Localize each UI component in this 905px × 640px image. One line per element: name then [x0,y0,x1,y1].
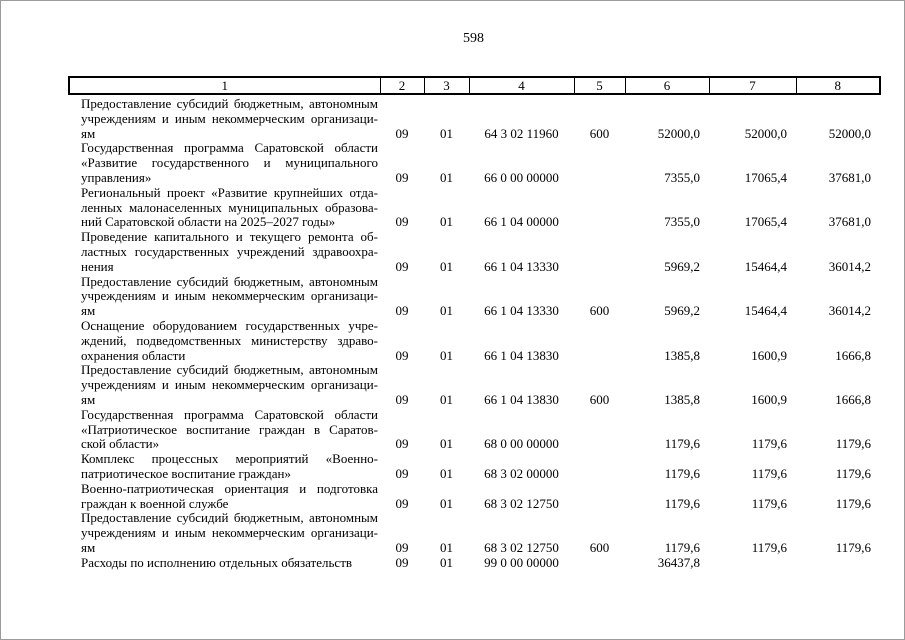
activity-name-line: управления» [81,170,152,185]
target-article-cell: 66 1 04 13330 [484,258,559,274]
amount-year3-cell: 36014,2 [828,258,871,274]
podrazdel-cell: 01 [440,303,453,319]
amount-year2-cell: 17065,4 [744,169,787,185]
razdel-cell: 09 [395,347,409,363]
target-article-cell: 68 3 02 12750 [484,539,559,555]
amount-year2-cell: 1600,9 [751,391,787,407]
target-article-cell: 68 3 02 12750 [484,495,559,511]
amount-year1-cell: 1385,8 [664,347,700,363]
amount-year1-cell: 5969,2 [664,303,700,319]
table-row [69,452,880,482]
activity-name-line: «Патриотическое воспитание граждан в Саратов- [81,422,378,437]
activity-name-line: охранения области [81,348,186,363]
razdel-cell: 09 [395,436,409,452]
column-header-1: 1 [69,77,380,94]
podrazdel-cell: 01 [440,258,453,274]
amount-year2-cell: 17065,4 [744,214,787,230]
expense-type-cell [574,408,625,452]
activity-name-line: ждений, подведомственных министерству здраво- [81,333,378,348]
expense-type-cell: 600 [589,539,610,555]
table-row [69,511,880,555]
table-row [69,141,880,185]
target-article-cell: 66 1 04 13830 [484,391,559,407]
activity-name-line: ний Саратовской области на 2025–2027 годы» [81,215,336,230]
amount-year2-cell: 15464,4 [744,258,787,274]
activity-name-cell [69,363,380,407]
activity-name-cell [69,141,380,185]
activity-name-cell [69,408,380,452]
expense-type-cell [574,452,625,482]
amount-year3-cell: 37681,0 [828,169,871,185]
razdel-cell: 09 [395,554,409,570]
activity-name-line: учреждениям и иным некоммерческим организаци- [81,378,378,393]
razdel-cell: 09 [395,169,409,185]
target-article-cell: 66 1 04 13330 [484,303,559,319]
activity-name-line: Предоставление субсидий бюджетным, автономным [81,97,378,111]
activity-name-cell [69,511,380,555]
amount-year2-cell: 1179,6 [751,495,787,511]
activity-name-line: нения [81,259,114,274]
amount-year3-cell: 1179,6 [835,539,871,555]
amount-year2-cell: 15464,4 [744,303,787,319]
amount-year2-cell: 52000,0 [744,125,787,141]
column-header-5: 5 [574,77,625,94]
activity-name-cell [69,94,380,141]
amount-year2-cell: 1179,6 [751,436,787,452]
razdel-cell: 09 [395,258,409,274]
activity-name-cell [69,482,380,512]
activity-name-cell [69,452,380,482]
table-row [69,186,880,230]
amount-year3-cell: 37681,0 [828,214,871,230]
activity-name-cell [69,556,380,571]
amount-year3-cell: 36014,2 [828,303,871,319]
table-row [69,482,880,512]
column-header-4: 4 [469,77,574,94]
razdel-cell: 09 [395,214,409,230]
amount-year1-cell: 7355,0 [664,169,700,185]
activity-name-line: учреждениям и иным некоммерческим организаци- [81,526,378,541]
amount-year1-cell: 1179,6 [664,465,700,481]
podrazdel-cell: 01 [440,495,453,511]
activity-name-line: ленных малонаселенных муниципальных образова- [81,200,378,215]
amount-year1-cell: 1179,6 [664,539,700,555]
activity-name-line: патриотическое воспитание граждан» [81,466,291,481]
expense-type-cell [574,482,625,512]
amount-year3-cell: 52000,0 [828,125,871,141]
amount-year1-cell: 1385,8 [664,391,700,407]
expense-type-cell [574,186,625,230]
activity-name-line: ской области» [81,437,160,452]
amount-year3-cell: 1179,6 [835,495,871,511]
expense-type-cell: 600 [589,125,610,141]
column-header-2: 2 [380,77,424,94]
table-row [69,275,880,319]
target-article-cell: 99 0 00 00000 [484,554,559,570]
column-header-7: 7 [709,77,796,94]
podrazdel-cell: 01 [440,539,453,555]
amount-year3-cell: 1666,8 [835,391,871,407]
activity-name-cell [69,275,380,319]
activity-name-line: ям [81,126,96,141]
podrazdel-cell: 01 [440,465,453,481]
activity-name-cell [69,230,380,274]
podrazdel-cell: 01 [440,169,453,185]
table-row [69,408,880,452]
podrazdel-cell: 01 [440,214,453,230]
table-header-row [69,77,880,94]
podrazdel-cell: 01 [440,125,453,141]
target-article-cell: 64 3 02 11960 [484,125,559,141]
amount-year3-cell: 1666,8 [835,347,871,363]
activity-name-line: ям [81,304,96,319]
razdel-cell: 09 [395,495,409,511]
table-row [69,363,880,407]
table-row [69,556,880,571]
table-row [69,94,880,141]
target-article-cell: 66 1 04 13830 [484,347,559,363]
column-header-3: 3 [424,77,469,94]
activity-name-line: Предоставление субсидий бюджетным, автономным [81,363,378,378]
activity-name-line: Расходы по исполнению отдельных обязательств [81,555,353,570]
activity-name-line: Предоставление субсидий бюджетным, автономным [81,511,378,526]
target-article-cell: 66 0 00 00000 [484,169,559,185]
expense-type-cell [574,230,625,274]
podrazdel-cell: 01 [440,436,453,452]
razdel-cell: 09 [395,125,409,141]
amount-year2-cell: 1179,6 [751,465,787,481]
activity-name-line: Государственная программа Саратовской области [81,141,378,156]
razdel-cell: 09 [395,391,409,407]
amount-year2-cell [709,556,796,571]
page-number: 598 [463,31,484,46]
activity-name-line: Военно-патриотическая ориентация и подготовка [81,481,378,496]
table-row [69,319,880,363]
amount-year1-cell: 1179,6 [664,436,700,452]
amount-year1-cell: 36437,8 [657,554,700,570]
activity-name-line: ям [81,540,96,555]
amount-year3-cell [796,556,880,571]
activity-name-line: ям [81,392,96,407]
amount-year2-cell: 1600,9 [751,347,787,363]
amount-year1-cell: 7355,0 [664,214,700,230]
razdel-cell: 09 [395,539,409,555]
razdel-cell: 09 [395,303,409,319]
expense-type-cell [574,319,625,363]
target-article-cell: 68 3 02 00000 [484,465,559,481]
activity-name-line: «Развитие государственного и муниципального [81,156,378,171]
expense-type-cell: 600 [589,391,610,407]
activity-name-line: Государственная программа Саратовской области [81,407,378,422]
budget-table [68,76,881,571]
table-body [69,94,880,571]
activity-name-line: Предоставление субсидий бюджетным, автономным [81,274,378,289]
target-article-cell: 68 0 00 00000 [484,436,559,452]
table-header [69,77,880,94]
activity-name-line: учреждениям и иным некоммерческим организаци- [81,289,378,304]
activity-name-line: ластных государственных учреждений здравоохра- [81,244,378,259]
activity-name-cell [69,186,380,230]
target-article-cell: 66 1 04 00000 [484,214,559,230]
table-row [69,230,880,274]
activity-name-cell [69,319,380,363]
column-header-8: 8 [796,77,880,94]
activity-name-line: учреждениям и иным некоммерческим организаци- [81,111,378,126]
amount-year3-cell: 1179,6 [835,436,871,452]
activity-name-line: Оснащение оборудованием государственных учре- [81,318,378,333]
podrazdel-cell: 01 [440,347,453,363]
amount-year1-cell: 52000,0 [657,125,700,141]
razdel-cell: 09 [395,465,409,481]
expense-type-cell [574,141,625,185]
activity-name-line: Комплекс процессных мероприятий «Военно- [81,452,378,467]
expense-type-cell: 600 [589,303,610,319]
activity-name-line: Региональный проект «Развитие крупнейших отда- [81,185,378,200]
amount-year1-cell: 1179,6 [664,495,700,511]
column-header-6: 6 [625,77,709,94]
podrazdel-cell: 01 [440,391,453,407]
amount-year2-cell: 1179,6 [751,539,787,555]
amount-year3-cell: 1179,6 [835,465,871,481]
activity-name-line: граждан к военной службе [81,496,229,511]
amount-year1-cell: 5969,2 [664,258,700,274]
expense-type-cell [574,556,625,571]
podrazdel-cell: 01 [440,554,453,570]
activity-name-line: Проведение капитального и текущего ремонта об- [81,230,378,245]
